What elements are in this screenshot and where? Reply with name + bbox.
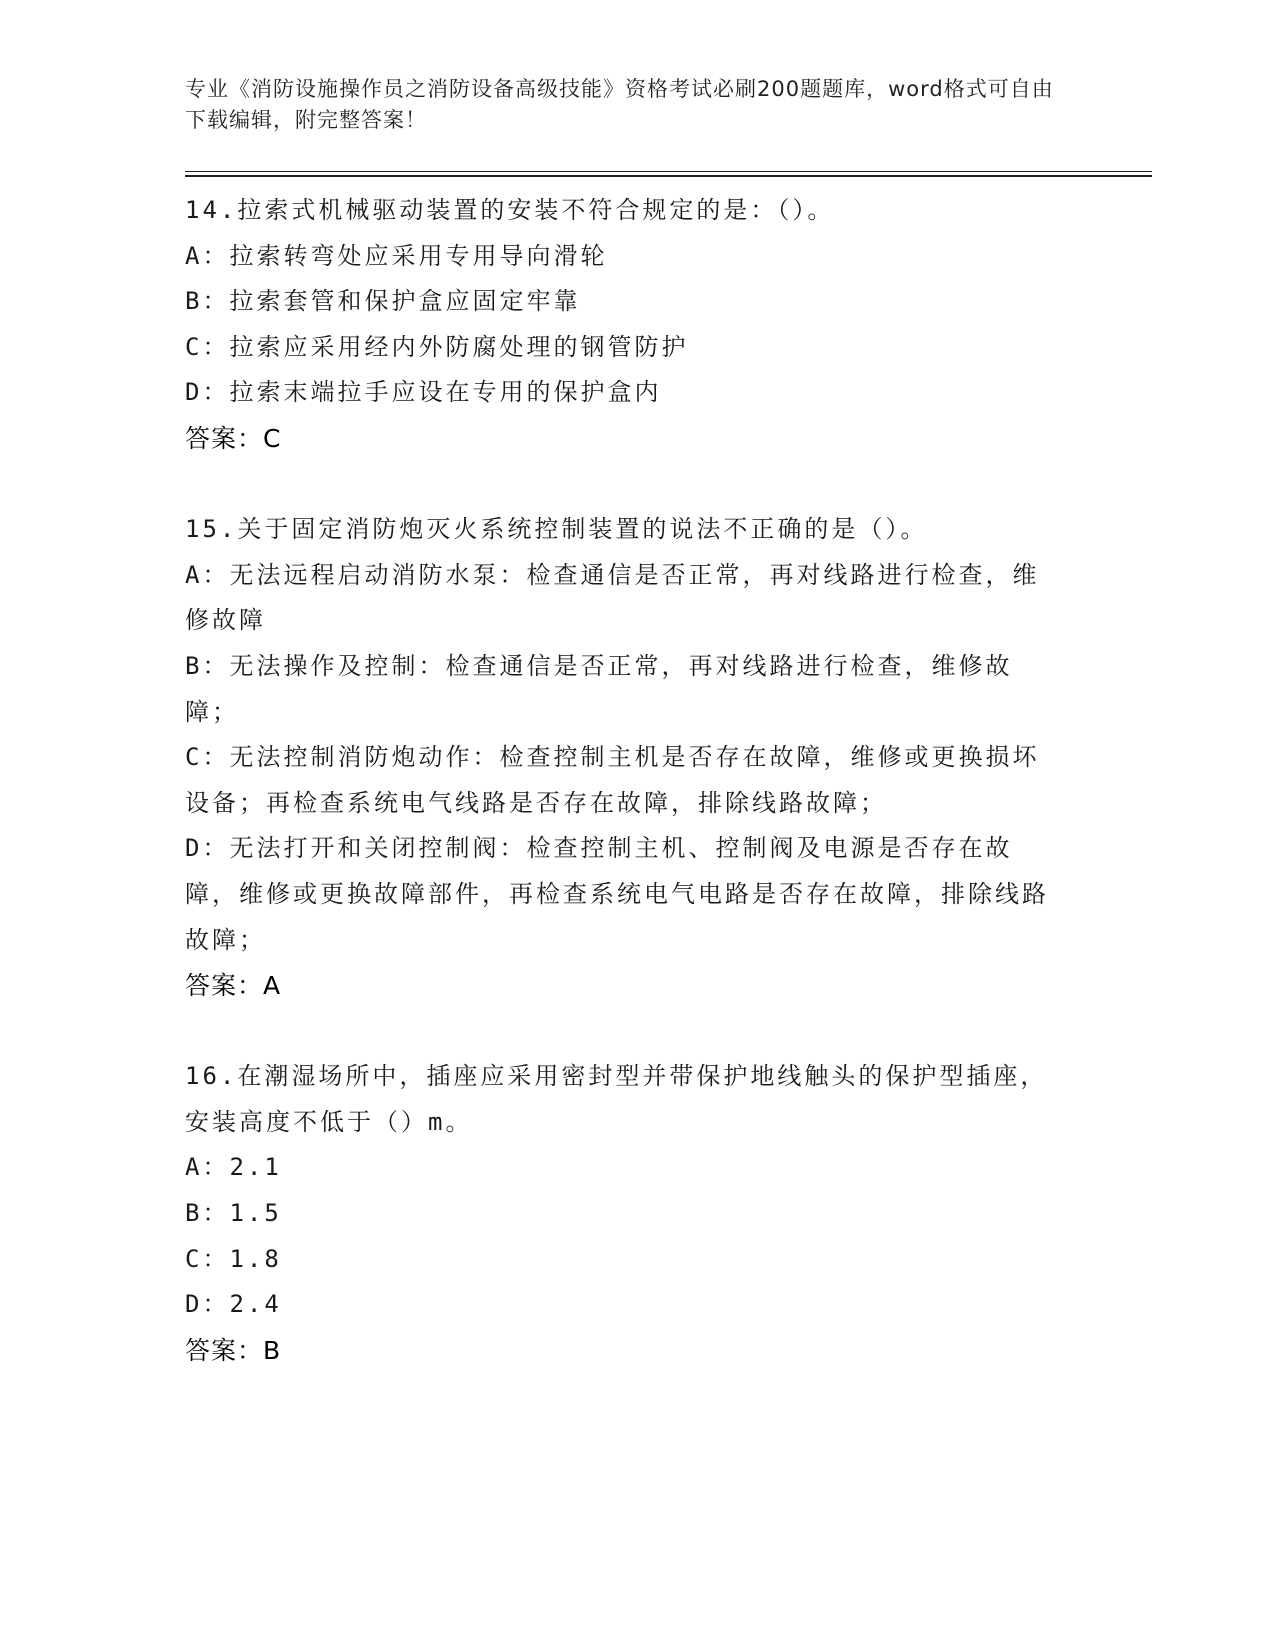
option-d: D：2.4 [185,1290,282,1319]
header-divider-thin [185,171,1152,172]
header-divider-thick [185,175,1152,177]
option-a: A：无法远程启动消防水泵：检查通信是否正常，再对线路进行检查，维修故障 [185,560,1040,635]
question-stem: 15.关于固定消防炮灭火系统控制装置的说法不正确的是（）。 [185,515,928,544]
question-14 [185,188,1065,462]
option-c: C：1.8 [185,1244,282,1273]
answer-label: 答案：A [185,971,282,1001]
answer-label: 答案：C [185,423,282,453]
question-16 [185,1054,1065,1373]
option-a: A：2.1 [185,1153,282,1182]
question-15 [185,507,1065,1009]
option-c: C：拉索应采用经内外防腐处理的钢管防护 [185,332,689,361]
question-stem: 16.在潮湿场所中，插座应采用密封型并带保护地线触头的保护型插座，安装高度不低于（）m。 [185,1062,1048,1136]
option-b: B：拉索套管和保护盒应固定牢靠 [185,287,581,316]
option-c: C：无法控制消防炮动作：检查控制主机是否存在故障，维修或更换损坏设备；再检查系统电气线路是否存在故障，排除线路故障； [185,743,1040,817]
question-spacer [185,462,1065,508]
document-header: 专业《消防设施操作员之消防设备高级技能》资格考试必刷200题题库，word格式可自由下载编辑，附完整答案！ [185,77,1054,132]
option-b: B：无法操作及控制：检查通信是否正常，再对线路进行检查，维修故障； [185,651,1013,726]
option-a: A：拉索转弯处应采用专用导向滑轮 [185,241,608,270]
question-list [185,188,1065,1373]
option-d: D：无法打开和关闭控制阀：检查控制主机、控制阀及电源是否存在故障，维修或更换故障部件，再检查系统电气电路是否存在故障，排除线路故障； [185,834,1049,954]
question-spacer [185,1009,1065,1055]
answer-label: 答案：B [185,1335,282,1365]
option-b: B：1.5 [185,1199,282,1228]
option-d: D：拉索末端拉手应设在专用的保护盒内 [185,378,662,407]
question-stem: 14.拉索式机械驱动装置的安装不符合规定的是：（）。 [185,196,835,224]
